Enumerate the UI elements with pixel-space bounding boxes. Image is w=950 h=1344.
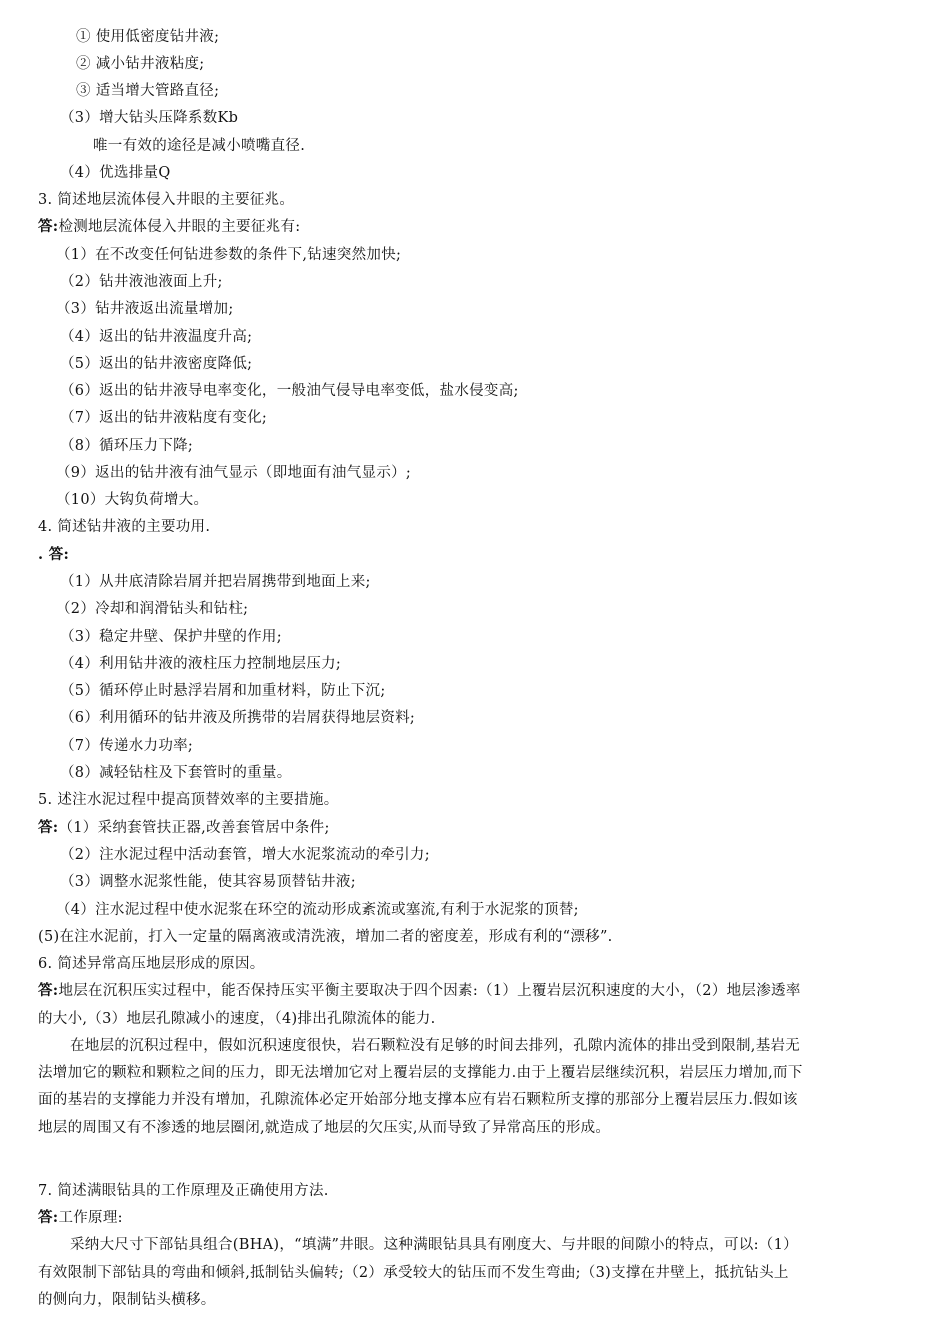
list-item: （2）注水泥过程中活动套管，增大水泥浆流动的牵引力; xyxy=(60,847,430,863)
answer-text: 工作原理: xyxy=(58,1210,123,1226)
paragraph-line: 面的基岩的支撑能力并没有增加，孔隙流体必定开始部分地支撑本应有岩石颗粒所支撑的那部分上覆岩层压力.假如该 xyxy=(38,1092,798,1108)
answer-7-first-line xyxy=(38,1208,123,1228)
text-line: 唯一有效的途径是减小喷嘴直径. xyxy=(93,138,306,154)
question-4: 4. 简述钻井液的主要功用. xyxy=(38,519,211,535)
answer-label: 答: xyxy=(38,218,59,235)
list-item: （2）钻井液池液面上升; xyxy=(60,274,223,290)
list-item: （8）循环压力下降; xyxy=(60,438,194,454)
answer-4-label: . 答: xyxy=(38,546,70,563)
answer-6-first-line xyxy=(38,981,801,1001)
question-5: 5. 述注水泥过程中提高顶替效率的主要措施。 xyxy=(38,792,339,808)
paragraph-line: 的侧向力，限制钻头横移。 xyxy=(38,1292,216,1308)
paragraph-text: 地层在沉积压实过程中，能否保持压实平衡主要取决于四个因素:（1）上覆岩层沉积速度的大小，（2）地层渗透率 xyxy=(58,983,801,999)
text-line: ③ 适当增大管路直径; xyxy=(76,83,220,99)
paragraph-line: 采纳大尺寸下部钻具组合(BHA)，“填满”井眼。这种满眼钻具具有刚度大、与井眼的间隙小的特点，可以:（1） xyxy=(70,1237,798,1253)
answer-5-first-line xyxy=(38,818,330,838)
list-item: （1）在不改变任何钻进参数的条件下,钻速突然加快; xyxy=(56,247,402,263)
list-item: （7）传递水力功率; xyxy=(60,738,194,754)
list-item: （4）注水泥过程中使水泥浆在环空的流动形成紊流或塞流,有利于水泥浆的顶替; xyxy=(56,902,579,918)
list-item: （7）返出的钻井液粘度有变化; xyxy=(60,410,268,426)
list-item: (5)在注水泥前，打入一定量的隔离液或清洗液，增加二者的密度差，形成有利的“漂移”. xyxy=(38,929,613,945)
answer-text: 检测地层流体侵入井眼的主要征兆有: xyxy=(58,219,301,235)
list-item: （2）冷却和润滑钻头和钻柱; xyxy=(56,601,249,617)
list-item: （5）循环停止时悬浮岩屑和加重材料，防止下沉; xyxy=(60,683,386,699)
text-line: （4）优选排量Q xyxy=(60,165,171,181)
list-item: （6）利用循环的钻井液及所携带的岩屑获得地层资料; xyxy=(60,710,416,726)
list-item: （4）返出的钻井液温度升高; xyxy=(60,329,253,345)
list-item: （8）减轻钻柱及下套管时的重量。 xyxy=(60,765,292,781)
text-line: （3）增大钻头压降系数Kb xyxy=(60,110,239,126)
text-line: ② 减小钻井液粘度; xyxy=(76,56,205,72)
list-item: （5）返出的钻井液密度降低; xyxy=(60,356,253,372)
list-item: （1）采纳套管扶正器,改善套管居中条件; xyxy=(58,820,330,836)
answer-3-intro-line xyxy=(38,217,300,237)
list-item: （10）大钩负荷增大。 xyxy=(56,492,209,508)
text-line: ① 使用低密度钻井液; xyxy=(76,29,220,45)
question-3: 3. 简述地层流体侵入井眼的主要征兆。 xyxy=(38,192,295,208)
answer-label: 答: xyxy=(38,1209,59,1226)
list-item: （3）稳定井壁、保护井壁的作用; xyxy=(60,629,282,645)
list-item: （9）返出的钻井液有油气显示（即地面有油气显示）; xyxy=(56,465,412,481)
question-6: 6. 简述异常高压地层形成的原因。 xyxy=(38,956,265,972)
question-7: 7. 简述满眼钻具的工作原理及正确使用方法. xyxy=(38,1183,329,1199)
paragraph-line: 的大小,（3）地层孔隙减小的速度，（4)排出孔隙流体的能力. xyxy=(38,1011,436,1027)
list-item: （1）从井底清除岩屑并把岩屑携带到地面上来; xyxy=(60,574,371,590)
paragraph-line: 地层的周围又有不渗透的地层圈闭,就造成了地层的欠压实,从而导致了异常高压的形成。 xyxy=(38,1120,611,1136)
paragraph-line: 有效限制下部钻具的弯曲和倾斜,抵制钻头偏转;（2）承受较大的钻压而不发生弯曲;（3)支撑在井壁上，抵抗钻头上 xyxy=(38,1265,789,1281)
answer-label: 答: xyxy=(38,819,59,836)
list-item: （6）返出的钻井液导电率变化，一般油气侵导电率变低，盐水侵变高; xyxy=(60,383,519,399)
list-item: （3）调整水泥浆性能，使其容易顶替钻井液; xyxy=(60,874,356,890)
answer-label: 答: xyxy=(38,982,59,999)
list-item: （3）钻井液返出流量增加; xyxy=(56,301,234,317)
list-item: （4）利用钻井液的液柱压力控制地层压力; xyxy=(60,656,342,672)
paragraph-line: 法增加它的颗粒和颗粒之间的压力，即无法增加它对上覆岩层的支撑能力.由于上覆岩层继续沉积，岩层压力增加,而下 xyxy=(38,1065,803,1081)
paragraph-line: 在地层的沉积过程中，假如沉积速度很快，岩石颗粒没有足够的时间去排列，孔隙内流体的排出受到限制,基岩无 xyxy=(70,1038,801,1054)
